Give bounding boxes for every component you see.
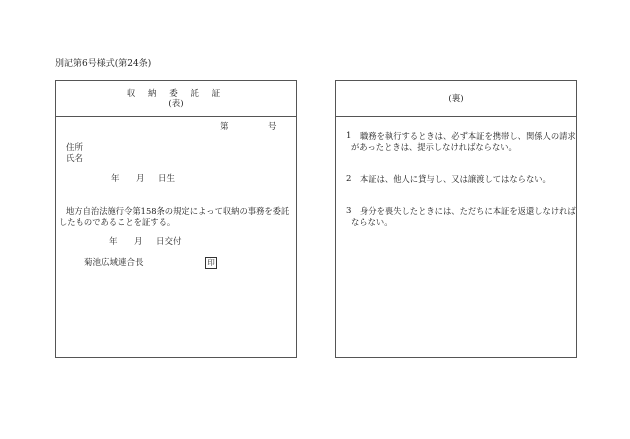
issue-day-label: 日交付 xyxy=(156,237,182,247)
number-prefix: 第 xyxy=(220,122,229,132)
certificate-back-card xyxy=(335,80,577,358)
certificate-body-line-1: 地方自治法施行令第158条の規定によって収納の事務を委託 xyxy=(66,206,290,216)
issue-year-label: 年 xyxy=(109,237,118,247)
back-side-label: (裏) xyxy=(448,94,464,104)
birth-year-label: 年 xyxy=(111,174,120,184)
issue-month-label: 月 xyxy=(134,237,143,247)
rule-2-line-1: 本証は、他人に貸与し、又は譲渡してはならない。 xyxy=(360,174,551,184)
rule-2-number: 2 xyxy=(346,174,352,184)
issuer-name: 菊池広域連合長 xyxy=(84,258,144,268)
header-divider xyxy=(336,116,576,117)
rule-3-line-1: 身分を喪失したときには、ただちに本証を返還しなければ xyxy=(360,206,576,216)
rule-1-number: 1 xyxy=(346,131,352,141)
rule-3-line-2: ならない。 xyxy=(351,217,393,227)
header-divider xyxy=(56,116,296,117)
rule-1-line-2: があったときは、提示しなければならない。 xyxy=(351,142,517,152)
certificate-caption: 収 納 委 託 証 xyxy=(126,89,226,99)
address-label: 住所 xyxy=(66,143,84,153)
rule-1-line-1: 職務を執行するときは、必ず本証を携帯し、関係人の請求 xyxy=(360,131,576,141)
rule-3-number: 3 xyxy=(346,206,352,216)
certificate-body-line-2: したものであることを証する。 xyxy=(59,217,176,227)
birth-day-label: 日生 xyxy=(158,174,176,184)
name-label: 氏名 xyxy=(66,154,84,164)
seal-stamp: 印 xyxy=(205,257,217,269)
certificate-front-card xyxy=(55,80,297,358)
birth-month-label: 月 xyxy=(136,174,145,184)
front-side-label: (表) xyxy=(168,99,184,109)
number-suffix: 号 xyxy=(268,122,277,132)
form-title: 別記第6号様式(第24条) xyxy=(55,59,152,69)
